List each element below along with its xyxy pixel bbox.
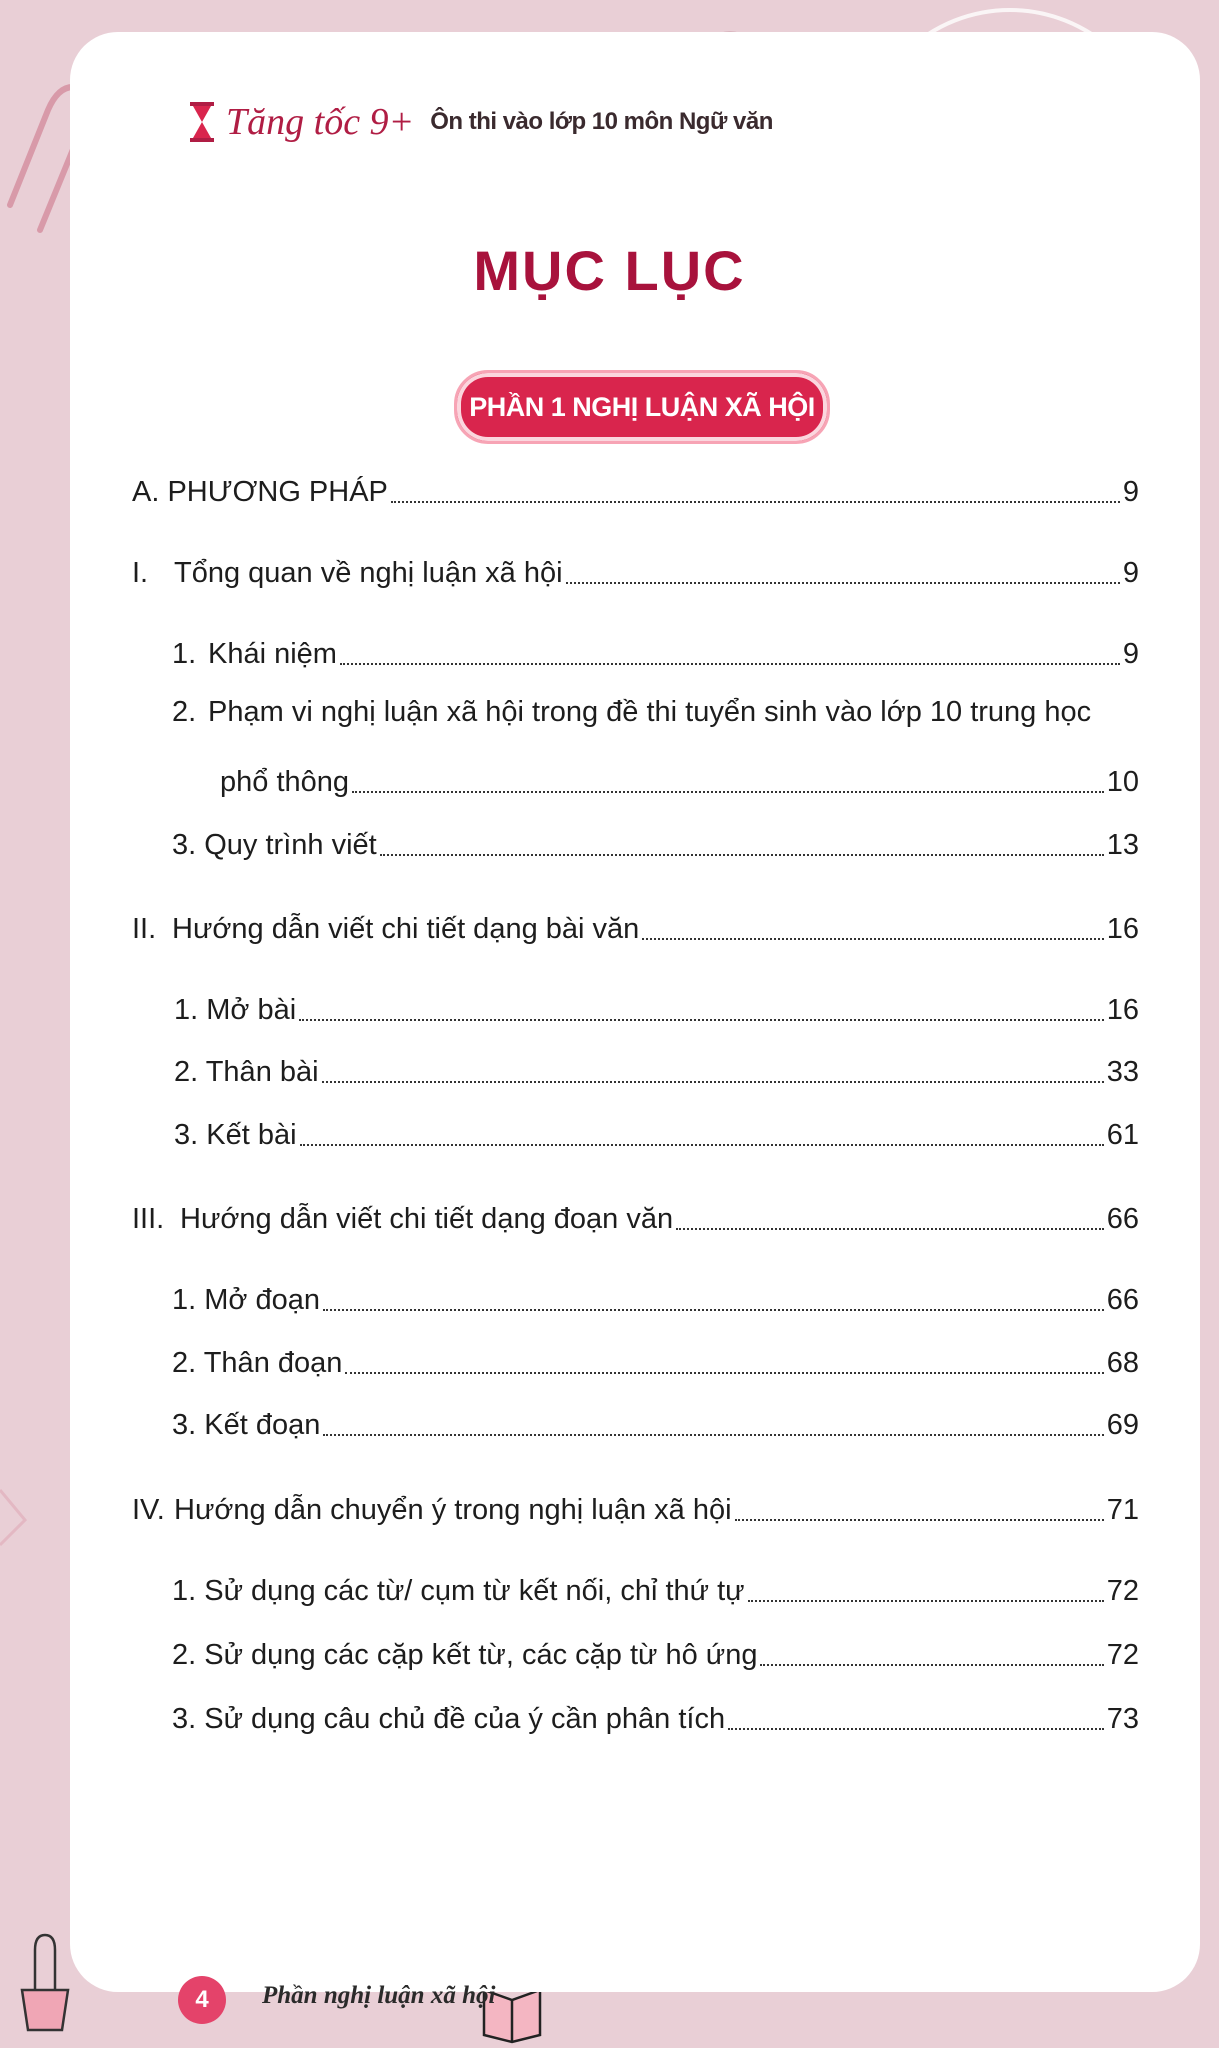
toc-entry-page: 73 — [1106, 1703, 1139, 1735]
toc-entry-label: 2. Thân đoạn — [172, 1347, 343, 1379]
toc-entry-label: Phạm vi nghị luận xã hội trong đề thi tuyển sinh vào lớp 10 trung học — [208, 696, 1092, 728]
toc-entry-label: Khái niệm — [208, 638, 337, 670]
leader-dots — [391, 501, 1120, 503]
toc-entry[interactable] — [172, 634, 1139, 674]
toc-entry[interactable] — [174, 1115, 1139, 1155]
toc-entry[interactable] — [132, 472, 1139, 512]
toc-entry-number: III. — [132, 1203, 165, 1235]
toc-entry[interactable] — [174, 1052, 1139, 1092]
toc-entry-page: 69 — [1106, 1409, 1139, 1441]
toc-entry[interactable] — [172, 1343, 1139, 1383]
toc-entry-number: 2. — [172, 696, 197, 728]
toc-entry-label: 3. Quy trình viết — [172, 829, 377, 861]
toc-entry-label: Hướng dẫn viết chi tiết dạng đoạn văn — [180, 1203, 674, 1235]
toc-entry-label: 1. Mở bài — [174, 994, 297, 1026]
toc-entry-label: 3. Sử dụng câu chủ đề của ý cần phân tích — [172, 1703, 726, 1735]
toc-entry[interactable] — [132, 1199, 1139, 1239]
toc-entry-number: I. — [132, 557, 149, 589]
toc-entry-page: 9 — [1122, 557, 1139, 589]
toc-entry-label: 3. Kết bài — [174, 1119, 297, 1151]
toc-entry-label-continued: phổ thông — [220, 766, 350, 798]
toc-entry-page: 16 — [1106, 913, 1139, 945]
toc-entry-label: Hướng dẫn chuyển ý trong nghị luận xã hội — [174, 1494, 732, 1526]
part-badge: PHẦN 1 NGHỊ LUẬN XÃ HỘI — [454, 370, 830, 444]
leader-dots — [760, 1664, 1103, 1666]
leader-dots — [642, 938, 1103, 940]
leader-dots — [340, 663, 1120, 665]
book-brand: Tăng tốc 9+ — [226, 101, 415, 143]
toc-entry-page: 71 — [1106, 1494, 1139, 1526]
toc-entry-page: 10 — [1106, 766, 1139, 798]
leader-dots — [352, 791, 1104, 793]
toc-entry[interactable] — [132, 909, 1139, 949]
leader-dots — [323, 1309, 1104, 1311]
toc-entry-number: IV. — [132, 1494, 165, 1526]
page-title: MỤC LỤC — [473, 239, 746, 302]
toc-entry-label: A. PHƯƠNG PHÁP — [132, 476, 388, 508]
toc-entry[interactable] — [172, 1699, 1139, 1739]
toc-entry[interactable] — [172, 1280, 1139, 1320]
toc-entry[interactable] — [172, 1635, 1139, 1675]
toc-entry-page: 9 — [1122, 476, 1139, 508]
leader-dots — [676, 1228, 1104, 1230]
toc-entry-number: II. — [132, 913, 157, 945]
leader-dots — [566, 582, 1120, 584]
toc-entry-label: Hướng dẫn viết chi tiết dạng bài văn — [172, 913, 640, 945]
leader-dots — [323, 1434, 1103, 1436]
toc-entry-page: 72 — [1106, 1575, 1139, 1607]
leader-dots — [748, 1600, 1104, 1602]
toc-entry-label: 2. Thân bài — [174, 1056, 319, 1088]
toc-entry-page: 13 — [1106, 829, 1139, 861]
leader-dots — [322, 1081, 1104, 1083]
toc-entry-label: 3. Kết đoạn — [172, 1409, 321, 1441]
toc-entry[interactable] — [132, 1490, 1139, 1530]
leader-dots — [380, 854, 1104, 856]
toc-entry-label: 1. Sử dụng các từ/ cụm từ kết nối, chỉ thứ tự — [172, 1575, 745, 1607]
toc-entry-first-line[interactable] — [172, 696, 1091, 729]
toc-entry-number: 1. — [172, 638, 197, 670]
toc-entry-page: 9 — [1122, 638, 1139, 670]
toc-entry[interactable] — [220, 762, 1139, 802]
toc-entry[interactable] — [172, 825, 1139, 865]
book-subtitle: Ôn thi vào lớp 10 môn Ngữ văn — [430, 108, 773, 135]
toc-entry-label: 1. Mở đoạn — [172, 1284, 320, 1316]
leader-dots — [300, 1144, 1104, 1146]
toc-entry-page: 68 — [1106, 1347, 1139, 1379]
toc-entry-page: 72 — [1106, 1639, 1139, 1671]
toc-entry-label: 2. Sử dụng các cặp kết từ, các cặp từ hô ứng — [172, 1639, 758, 1671]
footer-section-title: Phần nghị luận xã hội — [262, 1982, 496, 2009]
toc-entry-page: 66 — [1106, 1284, 1139, 1316]
toc-entry-page: 66 — [1106, 1203, 1139, 1235]
page-number-badge: 4 — [178, 1976, 226, 2024]
toc-entry-page: 16 — [1106, 994, 1139, 1026]
toc-entry-label: Tổng quan về nghị luận xã hội — [174, 557, 563, 589]
leader-dots — [345, 1372, 1103, 1374]
toc-entry-page: 33 — [1106, 1056, 1139, 1088]
toc-entry[interactable] — [132, 553, 1139, 593]
toc-entry[interactable] — [172, 1571, 1139, 1611]
leader-dots — [299, 1019, 1104, 1021]
toc-entry-page: 61 — [1106, 1119, 1139, 1151]
leader-dots — [735, 1519, 1104, 1521]
toc-entry[interactable] — [172, 1405, 1139, 1445]
toc-entry[interactable] — [174, 990, 1139, 1030]
leader-dots — [728, 1728, 1104, 1730]
